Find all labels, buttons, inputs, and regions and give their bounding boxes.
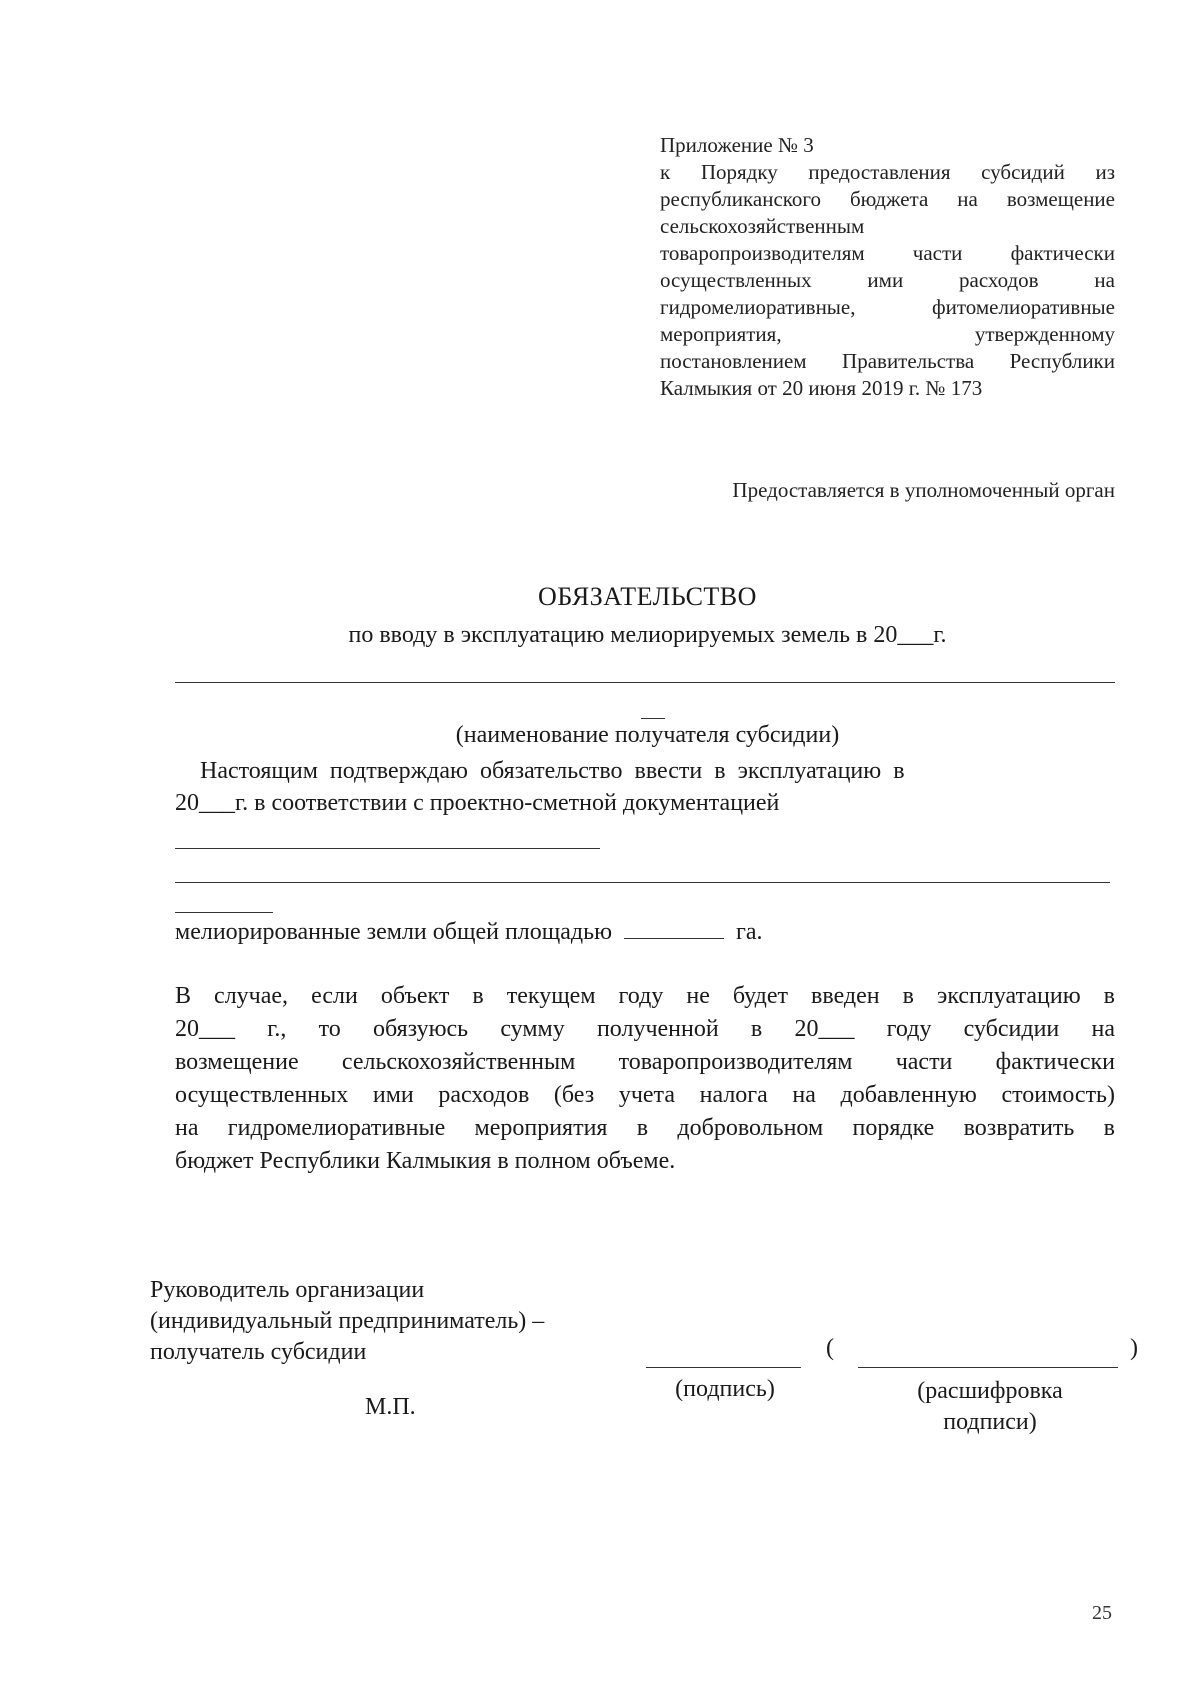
area-blank [624,918,724,939]
annex-line: осуществленных ими расходов на [660,268,1115,292]
recipient-caption: (наименование получателя субсидии) [455,722,840,748]
paragraph-line: на гидромелиоративные мероприятия в добровольном порядке возвратить в [175,1115,1115,1141]
signatory-line: (индивидуальный предприниматель) – [150,1308,545,1334]
signature-caption: (подпись) [675,1376,775,1402]
stamp-place: М.П. [365,1394,416,1420]
decoding-line [858,1367,1118,1368]
recipient-name-line [175,682,1115,683]
refund-obligation-paragraph [175,980,1115,1178]
page-number: 25 [1092,1602,1112,1624]
annex-line: товаропроизводителям части фактически [660,241,1115,265]
decoding-caption [880,1376,1100,1438]
signatory-line: Руководитель организации [150,1277,425,1303]
paragraph-line: возмещение сельскохозяйственным товаропроизводителям части фактически [175,1049,1115,1075]
annex-line: постановлением Правительства Республики [660,349,1115,373]
annex-line: мероприятия, утвержденному [660,322,1115,346]
signature-line [646,1367,801,1368]
area-line [175,918,763,946]
annex-line: Калмыкия от 20 июня 2019 г. № 173 [660,376,983,400]
confirm-line-1: Настоящим подтверждаю обязательство ввести в эксплуатацию в [200,758,905,784]
decoding-caption-line: подписи) [943,1409,1037,1435]
annex-reference [660,132,1115,402]
annex-line: сельскохозяйственным [660,214,865,238]
submitted-to-note: Предоставляется в уполномоченный орган [732,478,1115,502]
recipient-name-line-tail [641,718,665,719]
documentation-line-1 [175,848,600,849]
documentation-line-3 [175,912,273,913]
decoding-caption-line: (расшифровка [917,1378,1063,1404]
decoding-close-paren: ) [1130,1335,1138,1361]
document-title: ОБЯЗАТЕЛЬСТВО [538,582,757,611]
area-unit: га. [736,919,763,945]
paragraph-line: 20___ г., то обязуюсь сумму полученной в 20___ году субсидии на [175,1016,1115,1042]
paragraph-line: В случае, если объект в текущем году не будет введен в эксплуатацию в [175,983,1115,1009]
document-subtitle: по вводу в эксплуатацию мелиорируемых земель в 20___г. [348,622,947,648]
paragraph-line: бюджет Республики Калмыкия в полном объеме. [175,1148,676,1174]
decoding-open-paren: ( [826,1335,834,1361]
annex-line: к Порядку предоставления субсидий из [660,160,1115,184]
documentation-line-2 [175,882,1110,883]
paragraph-line: осуществленных ими расходов (без учета налога на добавленную стоимость) [175,1082,1115,1108]
signatory-block [150,1275,544,1368]
confirm-line-2: 20___г. в соответствии с проектно-сметной документацией [175,790,780,816]
annex-line: гидромелиоративные, фитомелиоративные [660,295,1115,319]
annex-line: республиканского бюджета на возмещение [660,187,1115,211]
signatory-line: получатель субсидии [150,1339,367,1365]
annex-line: Приложение № 3 [660,133,814,157]
area-prefix: мелиорированные земли общей площадью [175,919,613,945]
